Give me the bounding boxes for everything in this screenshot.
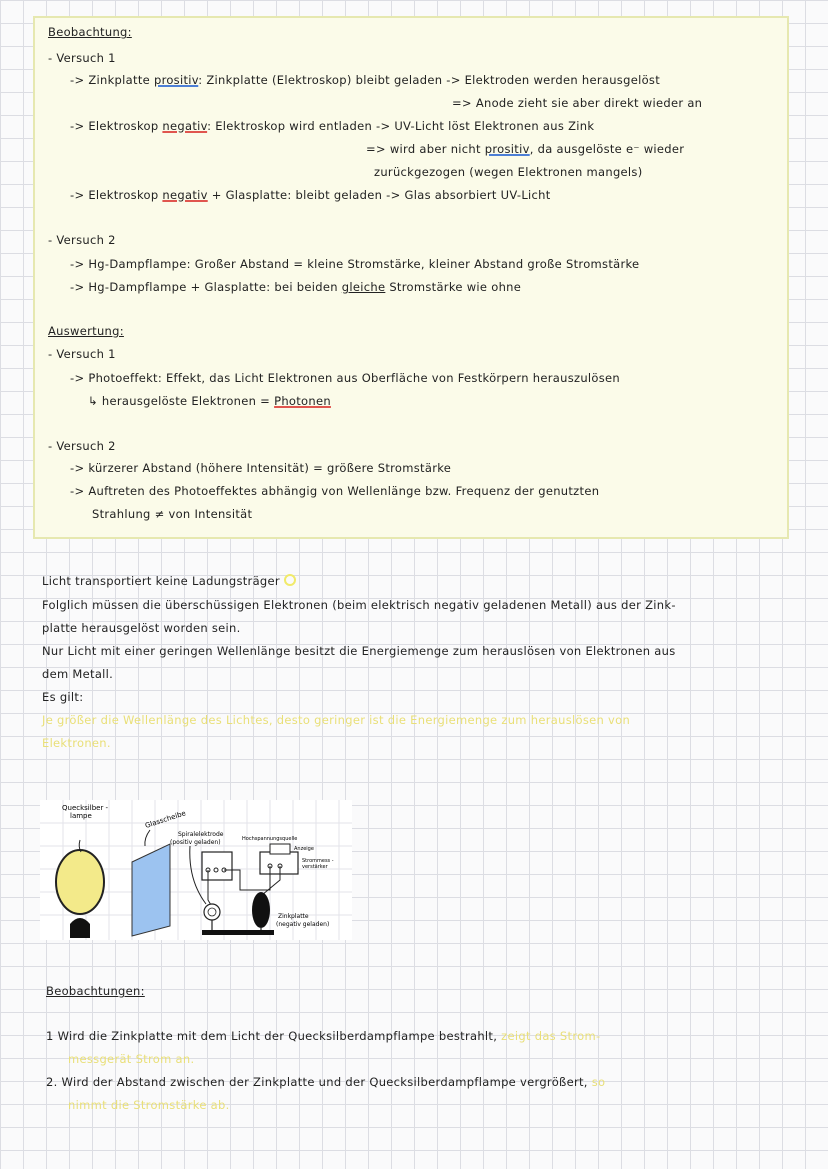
eval-experiment-1-title: - Versuch 1 xyxy=(48,347,116,361)
amplifier-label-1: Strommess - xyxy=(302,858,334,864)
display-label: Anzeige xyxy=(294,846,314,852)
eval2-line-1: -> kürzerer Abstand (höhere Intensität) = größere Stromstärke xyxy=(70,461,452,475)
zinc-plate xyxy=(252,892,270,928)
lamp-label-1: Quecksilber - xyxy=(62,804,109,812)
obs1-line-3: -> Elektroskop negativ: Elektroskop wird entladen -> UV-Licht löst Elektronen aus Zink xyxy=(70,119,595,133)
spiral-label-2: (positiv geladen) xyxy=(170,839,221,846)
observations-heading: Beobachtungen: xyxy=(46,984,145,998)
evaluation-heading: Auswertung: xyxy=(48,324,124,338)
highlight-mark xyxy=(284,574,296,586)
note-line-5: dem Metall. xyxy=(42,667,114,681)
obs1-line-4: => wird aber nicht prositiv, da ausgelöste e⁻ wieder xyxy=(366,142,685,156)
note-line-7: Je größer die Wellenlänge des Lichtes, desto geringer ist die Energiemenge zum herauslösen von xyxy=(42,713,631,727)
lamp-stand xyxy=(70,918,90,938)
note-line-6: Es gilt: xyxy=(42,690,84,704)
experiment-diagram xyxy=(40,800,352,940)
zinc-label-1: Zinkplatte xyxy=(278,913,309,920)
obs2-line-2: -> Hg-Dampflampe + Glasplatte: bei beiden gleiche Stromstärke wie ohne xyxy=(70,280,522,294)
obs1-line-5: zurückgezogen (wegen Elektronen mangels) xyxy=(374,165,643,179)
eval1-line-2: ↳ herausgelöste Elektronen = Photonen xyxy=(88,394,331,408)
experiment-2-title: - Versuch 2 xyxy=(48,233,116,247)
obs1-line-2: => Anode zieht sie aber direkt wieder an xyxy=(452,96,703,110)
observation-item-2: 2. Wird der Abstand zwischen der Zinkplatte und der Quecksilberdampflampe vergrößert, so xyxy=(46,1075,606,1089)
lamp-label-2: lampe xyxy=(70,812,92,820)
observation-heading: Beobachtung: xyxy=(48,25,132,39)
obs2-line-1: -> Hg-Dampflampe: Großer Abstand = kleine Stromstärke, kleiner Abstand große Stromstärke xyxy=(70,257,640,271)
display-meter xyxy=(270,844,290,854)
voltage-source-label: Hochspannungsquelle xyxy=(242,836,298,842)
voltage-source xyxy=(202,852,232,880)
obs1-line-1: -> Zinkplatte prositiv: Zinkplatte (Elektroskop) bleibt geladen -> Elektroden werden herausgelöst xyxy=(70,73,661,87)
mercury-lamp xyxy=(56,850,104,914)
observation-item-1: 1 Wird die Zinkplatte mit dem Licht der Quecksilberdampflampe bestrahlt, zeigt das Strom- xyxy=(46,1029,601,1043)
observation-item-2-cont: nimmt die Stromstärke ab. xyxy=(68,1098,230,1112)
eval1-line-1: -> Photoeffekt: Effekt, das Licht Elektronen aus Oberfläche von Festkörpern herauszulösen xyxy=(70,371,621,385)
note-line-1: Licht transportiert keine Ladungsträger xyxy=(42,574,296,589)
glass-label: Glasscheibe xyxy=(144,809,187,830)
obs1-line-6: -> Elektroskop negativ + Glasplatte: bleibt geladen -> Glas absorbiert UV-Licht xyxy=(70,188,551,202)
eval-experiment-2-title: - Versuch 2 xyxy=(48,439,116,453)
note-line-8: Elektronen. xyxy=(42,736,111,750)
apparatus-base xyxy=(202,930,274,935)
amplifier-label-2: verstärker xyxy=(302,864,328,870)
experiment-1-title: - Versuch 1 xyxy=(48,51,116,65)
spiral-label-1: Spiralelektrode xyxy=(178,831,224,838)
observation-item-1-cont: messgerät Strom an. xyxy=(68,1052,195,1066)
eval2-line-3: Strahlung ≠ von Intensität xyxy=(92,507,253,521)
eval2-line-2: -> Auftreten des Photoeffektes abhängig von Wellenlänge bzw. Frequenz der genutzten xyxy=(70,484,600,498)
note-line-2: Folglich müssen die überschüssigen Elektronen (beim elektrisch negativ geladenen Metall) aus der Zink- xyxy=(42,598,676,612)
spiral-electrode xyxy=(204,904,220,920)
note-line-3: platte herausgelöst worden sein. xyxy=(42,621,241,635)
current-amplifier xyxy=(260,852,298,874)
note-line-4: Nur Licht mit einer geringen Wellenlänge besitzt die Energiemenge zum herauslösen von Elektronen aus xyxy=(42,644,676,658)
zinc-label-2: (negativ geladen) xyxy=(276,921,330,928)
